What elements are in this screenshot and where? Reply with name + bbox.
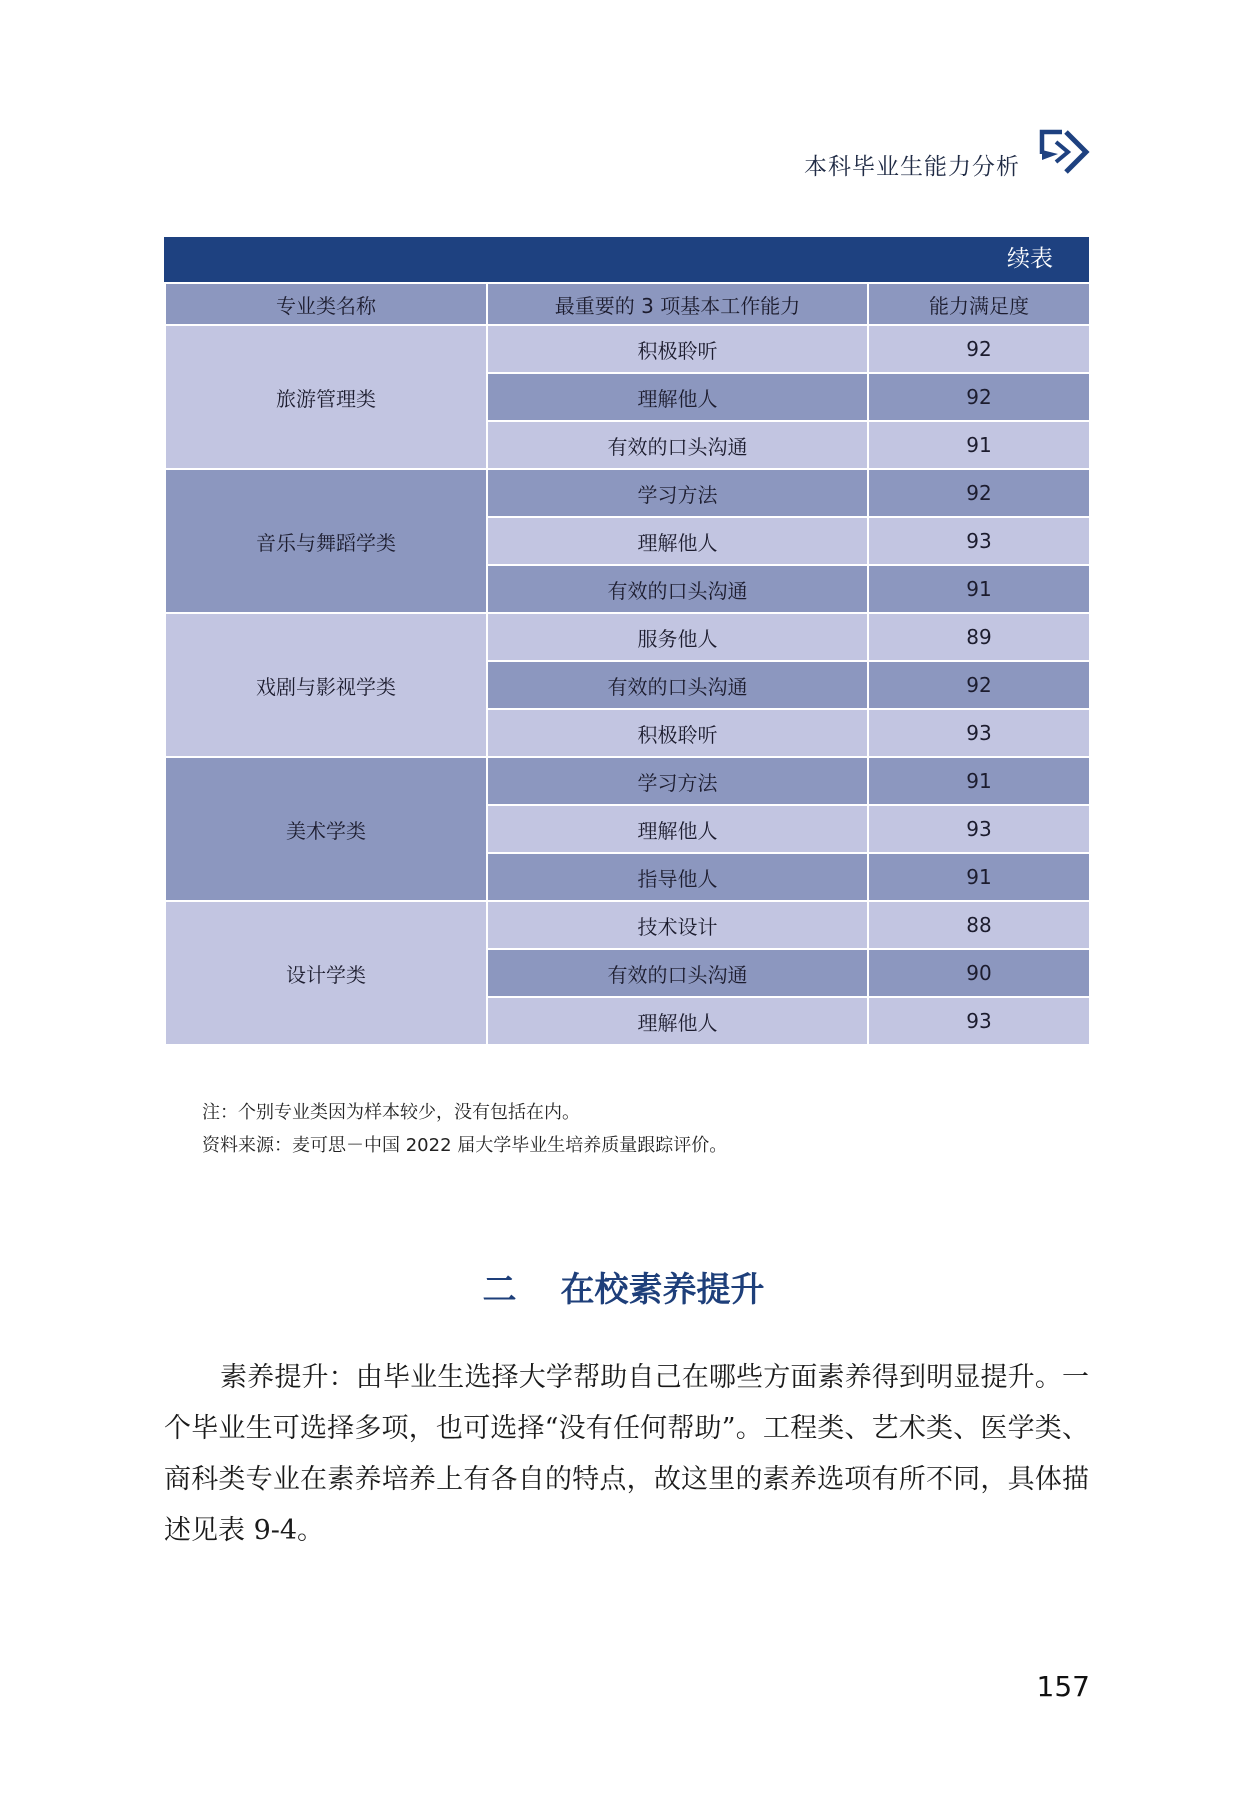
ability-cell: 理解他人	[487, 805, 868, 853]
ability-cell: 积极聆听	[487, 709, 868, 757]
table-header-row	[165, 283, 1090, 325]
ability-cell: 有效的口头沟通	[487, 565, 868, 613]
score-cell: 91	[868, 757, 1090, 805]
running-header-title: 本科毕业生能力分析	[804, 154, 1020, 180]
major-name-cell: 旅游管理类	[165, 325, 487, 469]
score-cell: 89	[868, 613, 1090, 661]
ability-table	[164, 282, 1091, 1046]
table-caption: 续表	[164, 237, 1089, 282]
ability-cell: 理解他人	[487, 517, 868, 565]
ability-cell: 有效的口头沟通	[487, 421, 868, 469]
table-note: 注：个别专业类因为样本较少，没有包括在内。	[202, 1102, 580, 1123]
score-cell: 93	[868, 997, 1090, 1045]
table-row	[165, 901, 1090, 949]
table-row	[165, 469, 1090, 517]
major-name-cell: 戏剧与影视学类	[165, 613, 487, 757]
column-header-satisfaction: 能力满足度	[868, 283, 1090, 325]
column-header-major: 专业类名称	[165, 283, 487, 325]
score-cell: 93	[868, 517, 1090, 565]
score-cell: 93	[868, 709, 1090, 757]
ability-table-container	[164, 237, 1089, 1046]
section-heading	[0, 1262, 1247, 1311]
score-cell: 92	[868, 661, 1090, 709]
major-name-cell: 设计学类	[165, 901, 487, 1045]
major-name-cell: 美术学类	[165, 757, 487, 901]
score-cell: 91	[868, 565, 1090, 613]
page-number: 157	[1036, 1670, 1090, 1703]
table-row	[165, 325, 1090, 373]
score-cell: 92	[868, 325, 1090, 373]
section-title: 在校素养提升	[560, 1270, 765, 1310]
column-header-abilities: 最重要的 3 项基本工作能力	[487, 283, 868, 325]
table-row	[165, 757, 1090, 805]
ability-cell: 有效的口头沟通	[487, 949, 868, 997]
ability-cell: 技术设计	[487, 901, 868, 949]
score-cell: 92	[868, 373, 1090, 421]
ability-cell: 积极聆听	[487, 325, 868, 373]
ability-cell: 有效的口头沟通	[487, 661, 868, 709]
ability-cell: 服务他人	[487, 613, 868, 661]
score-cell: 92	[868, 469, 1090, 517]
table-row	[165, 613, 1090, 661]
bracket-arrow-icon	[1038, 128, 1094, 178]
score-cell: 88	[868, 901, 1090, 949]
score-cell: 91	[868, 853, 1090, 901]
ability-cell: 学习方法	[487, 469, 868, 517]
table-source: 资料来源：麦可思－中国 2022 届大学毕业生培养质量跟踪评价。	[202, 1135, 728, 1156]
ability-cell: 理解他人	[487, 373, 868, 421]
ability-cell: 学习方法	[487, 757, 868, 805]
score-cell: 93	[868, 805, 1090, 853]
score-cell: 91	[868, 421, 1090, 469]
body-paragraph: 素养提升：由毕业生选择大学帮助自己在哪些方面素养得到明显提升。一个毕业生可选择多项，也可选择“没有任何帮助”。工程类、艺术类、医学类、商科类专业在素养培养上有各自的特点，故这里的素养选项有所不同，具体描述见表 9-4。	[164, 1362, 1089, 1546]
score-cell: 90	[868, 949, 1090, 997]
ability-cell: 指导他人	[487, 853, 868, 901]
major-name-cell: 音乐与舞蹈学类	[165, 469, 487, 613]
ability-cell: 理解他人	[487, 997, 868, 1045]
section-number: 二	[482, 1270, 517, 1310]
table-notes	[202, 1096, 727, 1162]
